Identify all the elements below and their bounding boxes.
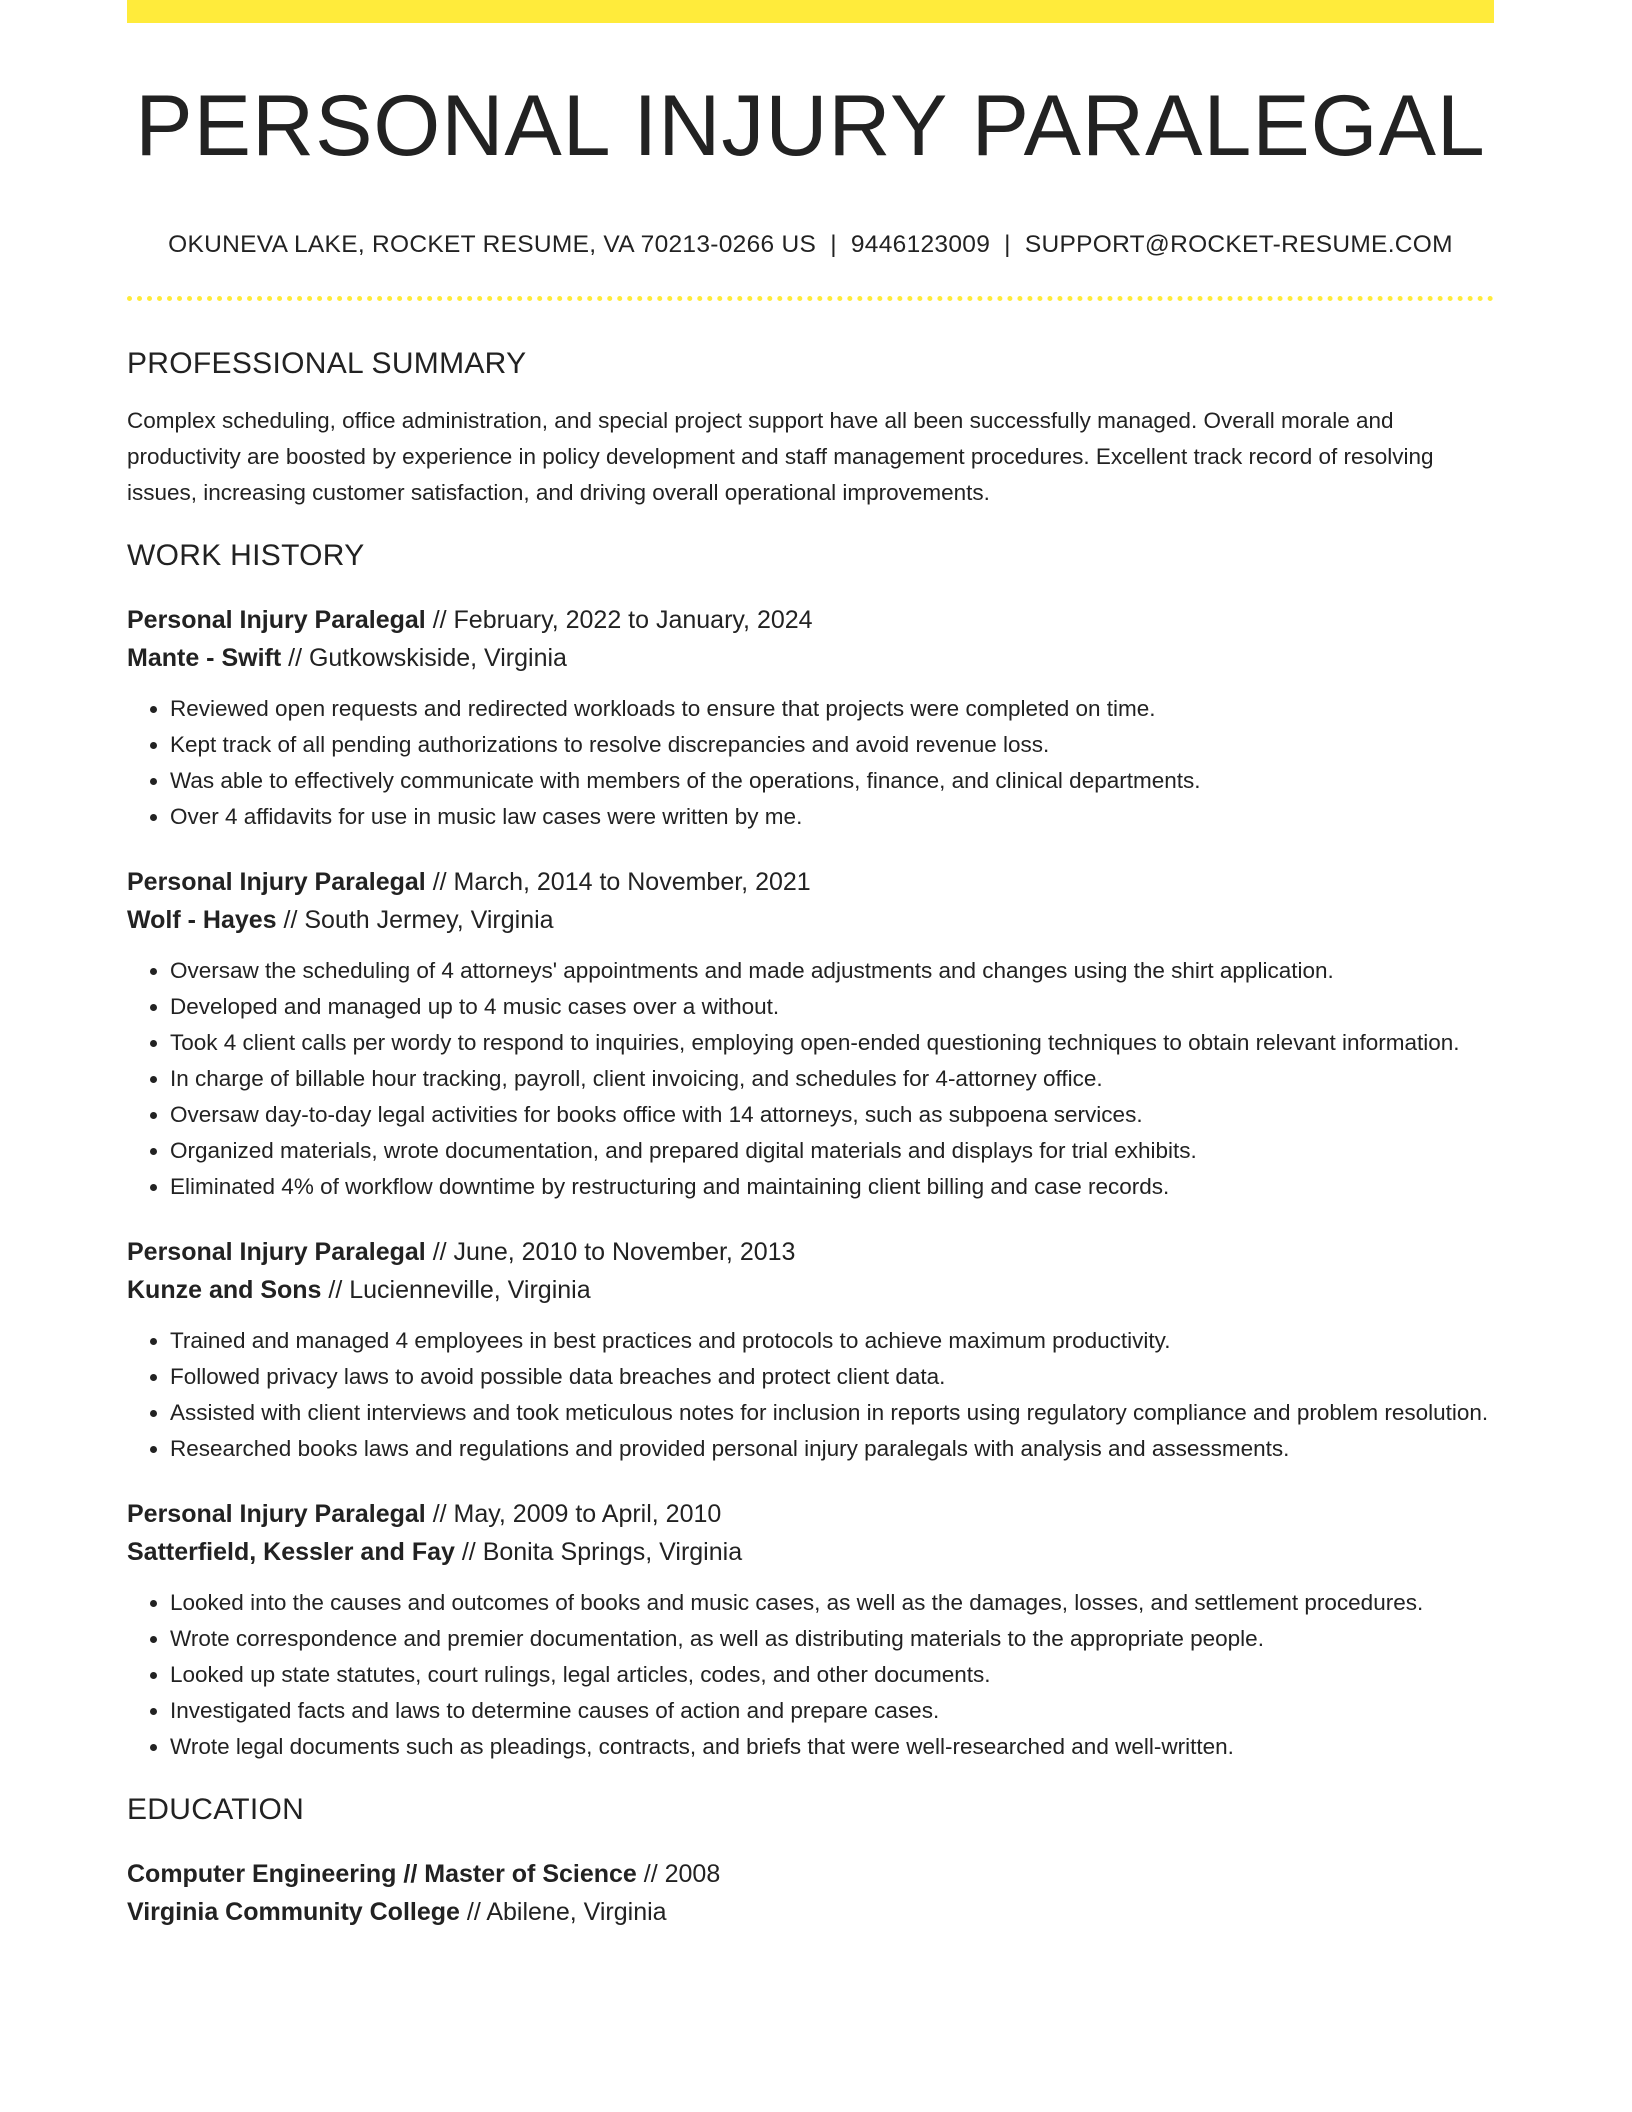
education-school: Virginia Community College [127, 1897, 460, 1926]
job-bullet: • Developed and managed up to 4 music cases over a without. [170, 989, 1494, 1025]
job-bullet: • Followed privacy laws to avoid possible data breaches and protect client data. [170, 1359, 1494, 1395]
education-entry [127, 1855, 1494, 1931]
education-school-line [127, 1893, 1494, 1931]
job-bullet: • Looked into the causes and outcomes of books and music cases, as well as the damages, losses, and settlement procedures. [170, 1585, 1494, 1621]
job-bullet-list [127, 1585, 1494, 1765]
job-title: Personal Injury Paralegal [127, 1237, 426, 1266]
job-title: Personal Injury Paralegal [127, 605, 426, 634]
job-location: // Gutkowskiside, Virginia [281, 643, 567, 672]
contact-separator: | [1004, 231, 1011, 258]
job-bullet: • Eliminated 4% of workflow downtime by restructuring and maintaining client billing and case records. [170, 1169, 1494, 1205]
resume-page [127, 0, 1494, 1931]
job-dates: // May, 2009 to April, 2010 [425, 1499, 722, 1528]
job-dates: // June, 2010 to November, 2013 [425, 1237, 796, 1266]
job-bullet: • Wrote legal documents such as pleadings, contracts, and briefs that were well-researched and well-written. [170, 1729, 1494, 1765]
job-bullet: • Took 4 client calls per wordy to respond to inquiries, employing open-ended questioning techniques to obtain relevant information. [170, 1025, 1494, 1061]
education-degree-line [127, 1855, 1494, 1893]
job-title: Personal Injury Paralegal [127, 1499, 426, 1528]
education-degree: Computer Engineering // Master of Science [127, 1859, 637, 1888]
job-bullet-list [127, 953, 1494, 1205]
resume-title: PERSONAL INJURY PARALEGAL [135, 78, 1486, 174]
job-title-line [127, 863, 1494, 901]
job-company: Kunze and Sons [127, 1275, 322, 1304]
accent-top-bar [127, 0, 1494, 23]
job-location: // Lucienneville, Virginia [321, 1275, 591, 1304]
job-bullet: • Wrote correspondence and premier documentation, as well as distributing materials to the appropriate people. [170, 1621, 1494, 1657]
job-company-line [127, 901, 1494, 939]
job-bullet: • Assisted with client interviews and took meticulous notes for inclusion in reports using regulatory compliance and problem resolution. [170, 1395, 1494, 1431]
contact-phone: 9446123009 [850, 231, 991, 258]
job-company: Wolf - Hayes [127, 905, 277, 934]
job-entry [127, 1233, 1494, 1467]
job-dates: // March, 2014 to November, 2021 [425, 867, 811, 896]
work-history-heading: WORK HISTORY [127, 538, 365, 572]
job-title: Personal Injury Paralegal [127, 867, 426, 896]
job-entry [127, 863, 1494, 1205]
job-bullet: • Looked up state statutes, court rulings, legal articles, codes, and other documents. [170, 1657, 1494, 1693]
job-company-line [127, 1533, 1494, 1571]
work-history-list [127, 601, 1494, 1765]
summary-heading: PROFESSIONAL SUMMARY [127, 346, 527, 380]
contact-email: SUPPORT@ROCKET-RESUME.COM [1024, 231, 1453, 258]
contact-separator: | [830, 231, 837, 258]
job-bullet: • Researched books laws and regulations and provided personal injury paralegals with analysis and assessments. [170, 1431, 1494, 1467]
job-bullet: • Kept track of all pending authorizations to resolve discrepancies and avoid revenue loss. [170, 727, 1494, 763]
job-bullet: • Reviewed open requests and redirected workloads to ensure that projects were completed on time. [170, 691, 1494, 727]
job-location: // South Jermey, Virginia [276, 905, 554, 934]
education-year: // 2008 [636, 1859, 721, 1888]
education-heading: EDUCATION [127, 1792, 305, 1826]
job-company-line [127, 1271, 1494, 1309]
contact-address: OKUNEVA LAKE, ROCKET RESUME, VA 70213-0266 US [168, 231, 817, 258]
job-bullet-list [127, 1323, 1494, 1467]
job-bullet: • Over 4 affidavits for use in music law cases were written by me. [170, 799, 1494, 835]
job-bullet: • Investigated facts and laws to determine causes of action and prepare cases. [170, 1693, 1494, 1729]
job-bullet: • Oversaw day-to-day legal activities for books office with 14 attorneys, such as subpoena services. [170, 1097, 1494, 1133]
job-bullet: • Trained and managed 4 employees in best practices and protocols to achieve maximum productivity. [170, 1323, 1494, 1359]
job-entry [127, 1495, 1494, 1765]
job-company: Mante - Swift [127, 643, 282, 672]
job-bullet: • Oversaw the scheduling of 4 attorneys' appointments and made adjustments and changes using the shirt application. [170, 953, 1494, 989]
job-title-line [127, 601, 1494, 639]
job-title-line [127, 1495, 1494, 1533]
job-bullet: • Organized materials, wrote documentation, and prepared digital materials and displays for trial exhibits. [170, 1133, 1494, 1169]
job-dates: // February, 2022 to January, 2024 [425, 605, 813, 634]
dotted-divider [127, 296, 1494, 301]
job-bullet: • In charge of billable hour tracking, payroll, client invoicing, and schedules for 4-attorney office. [170, 1061, 1494, 1097]
job-bullet-list [127, 691, 1494, 835]
job-title-line [127, 1233, 1494, 1271]
job-bullet: • Was able to effectively communicate with members of the operations, finance, and clinical departments. [170, 763, 1494, 799]
contact-line [127, 233, 1494, 258]
job-company-line [127, 639, 1494, 677]
job-entry [127, 601, 1494, 835]
summary-text: Complex scheduling, office administration, and special project support have all been successfully managed. Overall morale and productivity are boosted by experience in policy development and staff management procedures. Excellent track record of resolving issues, increasing customer satisfaction, and driving overall operational improvements. [127, 407, 1434, 505]
education-location: // Abilene, Virginia [459, 1897, 667, 1926]
job-company: Satterfield, Kessler and Fay [127, 1537, 455, 1566]
job-location: // Bonita Springs, Virginia [454, 1537, 743, 1566]
